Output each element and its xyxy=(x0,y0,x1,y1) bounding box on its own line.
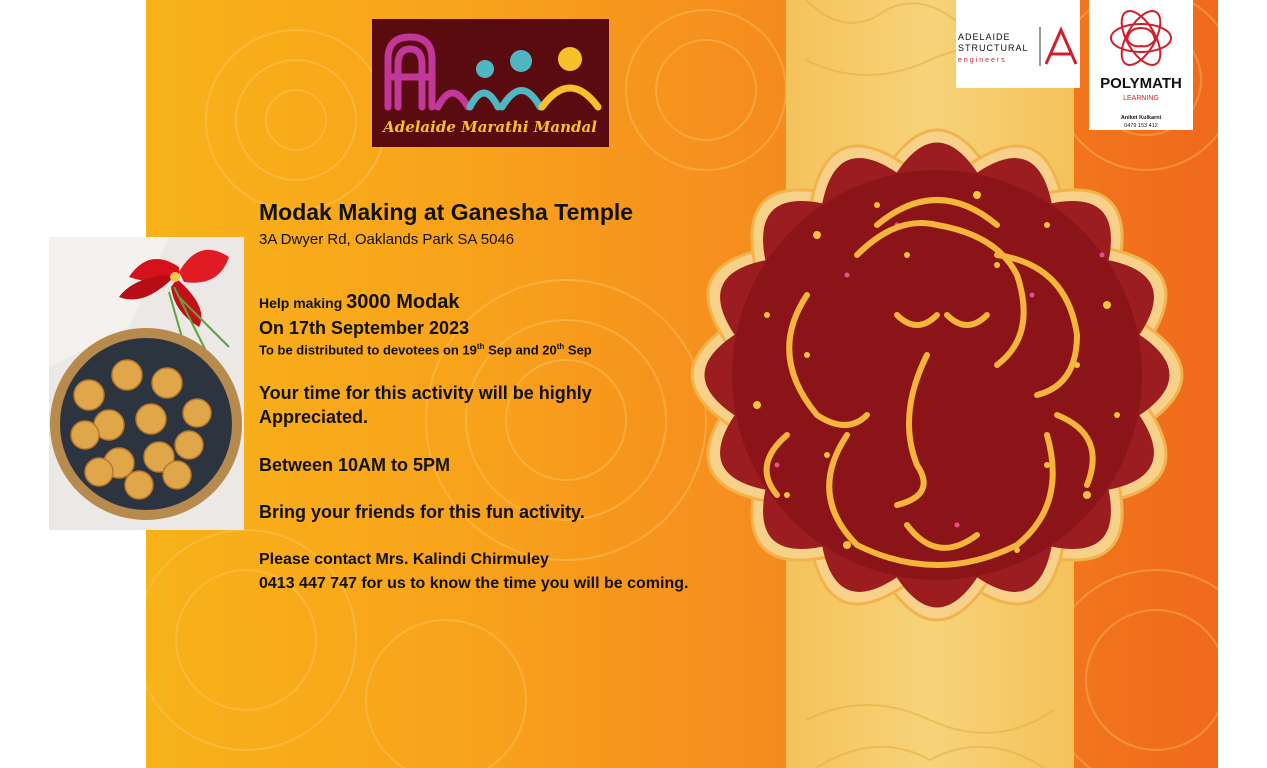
amm-logo-figures xyxy=(372,19,609,147)
ganesha-mandala-illustration xyxy=(672,110,1202,640)
appreciation-line1: Your time for this activity will be highly xyxy=(259,383,592,403)
distribution-prefix: To be distributed to devotees on 19 xyxy=(259,342,477,358)
distribution-sup2: th xyxy=(556,342,565,351)
polymath-contact-name: Aniket Kulkarni xyxy=(1120,115,1162,121)
event-address: 3A Dwyer Rd, Oaklands Park SA 5046 xyxy=(259,231,515,248)
distribution-suffix: Sep xyxy=(564,342,592,358)
friends-line: Bring your friends for this fun activity. xyxy=(259,502,585,522)
event-date: On 17th September 2023 xyxy=(259,318,470,338)
event-flyer xyxy=(146,0,1218,768)
polymath-sub: LEARNING xyxy=(1123,95,1159,102)
polymath-contact-phone: 0479 153 412 xyxy=(1124,123,1158,129)
help-count: 3000 Modak xyxy=(346,291,460,313)
ase-line2: STRUCTURAL xyxy=(958,43,1029,53)
amm-logo-text: Adelaide Marathi Mandal xyxy=(383,118,597,136)
polymath-logo-graphic xyxy=(1089,0,1193,130)
polymath-learning-logo xyxy=(1089,0,1193,130)
distribution-mid: Sep and 20 xyxy=(484,342,557,358)
help-making-line xyxy=(259,291,460,314)
distribution-sup1: th xyxy=(476,342,485,351)
polymath-name: POLYMATH xyxy=(1100,75,1182,92)
ase-line3: engineers xyxy=(958,57,1007,64)
event-title: Modak Making at Ganesha Temple xyxy=(259,199,634,225)
ase-line1: ADELAIDE xyxy=(958,32,1011,42)
modak-plate-photo xyxy=(49,237,244,530)
help-prefix: Help making xyxy=(259,295,347,311)
adelaide-marathi-mandal-logo xyxy=(372,19,609,147)
modak-photo-graphic xyxy=(49,237,244,530)
contact-line1: Please contact Mrs. Kalindi Chirmuley xyxy=(259,551,549,568)
adelaide-structural-engineers-logo xyxy=(956,0,1080,88)
ase-logo-graphic xyxy=(956,0,1080,88)
time-line: Between 10AM to 5PM xyxy=(259,455,451,475)
distribution-line xyxy=(259,342,592,357)
appreciation-line2: Appreciated. xyxy=(259,407,369,427)
contact-line2: 0413 447 747 for us to know the time you will be coming. xyxy=(259,575,689,592)
